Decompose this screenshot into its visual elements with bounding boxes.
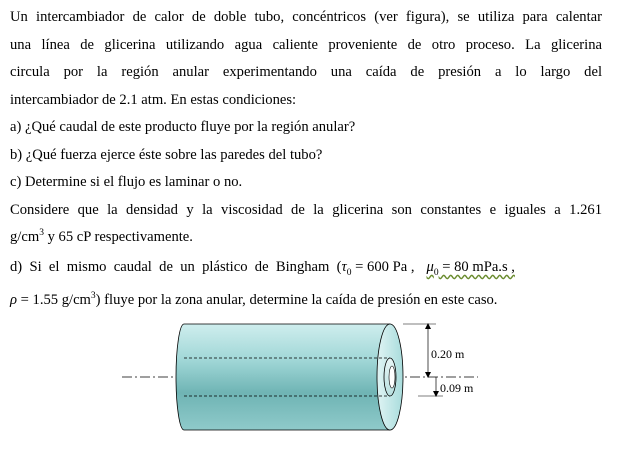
inner-radius-label: 0.09 m — [440, 381, 474, 395]
concentric-tube-figure — [118, 312, 498, 462]
intro-line-3: circula por la región anular experimentando una caída de presión a lo largo del — [10, 64, 602, 80]
question-b: b) ¿Qué fuerza ejerce éste sobre las paredes del tubo? — [10, 147, 323, 163]
mu-expression — [426, 259, 515, 278]
rho-exponent: 3 — [90, 291, 96, 302]
question-d-text: ) fluye por la zona anular, determine la caída de presión en este caso. — [95, 292, 498, 308]
intro-line-2: una línea de glicerina utilizando agua caliente proveniente de otro proceso. La glicerina — [10, 37, 602, 53]
question-d-line-2 — [10, 291, 602, 309]
density-unit: g/cm — [10, 229, 40, 245]
tau-value: = 600 Pa , — [351, 259, 415, 275]
mu-value: = 80 mPa.s , — [438, 259, 515, 275]
mu-symbol: μ — [426, 259, 434, 275]
rho-symbol: ρ — [10, 292, 18, 308]
outer-radius-label: 0.20 m — [431, 347, 465, 361]
mu-subscript: 0 — [433, 267, 439, 278]
viscosity-text: y 65 cP respectivamente. — [43, 229, 193, 245]
question-c: c) Determine si el flujo es laminar o no. — [10, 174, 243, 190]
question-a: a) ¿Qué caudal de este producto fluye por la región anular? — [10, 119, 356, 135]
density-unit-exponent: 3 — [39, 228, 44, 239]
question-d-line-1 — [10, 258, 602, 276]
consider-line-2 — [10, 228, 602, 246]
intro-line-1: Un intercambiador de calor de doble tubo, concéntricos (ver figura), se utiliza para calentar — [10, 9, 602, 25]
consider-line-1: Considere que la densidad y la viscosidad de la glicerina son constantes e iguales a 1.261 — [10, 202, 602, 218]
tau-subscript: 0 — [346, 267, 352, 278]
outer-tube-body — [176, 324, 390, 430]
question-d-intro: d) Si el mismo caudal de un plástico de Bingham ( — [10, 259, 342, 275]
inner-tube-bore — [389, 366, 395, 388]
intro-line-4: intercambiador de 2.1 atm. En estas condiciones: — [10, 92, 297, 108]
tau-symbol: τ — [341, 259, 347, 275]
rho-value: = 1.55 g/cm — [17, 292, 91, 308]
